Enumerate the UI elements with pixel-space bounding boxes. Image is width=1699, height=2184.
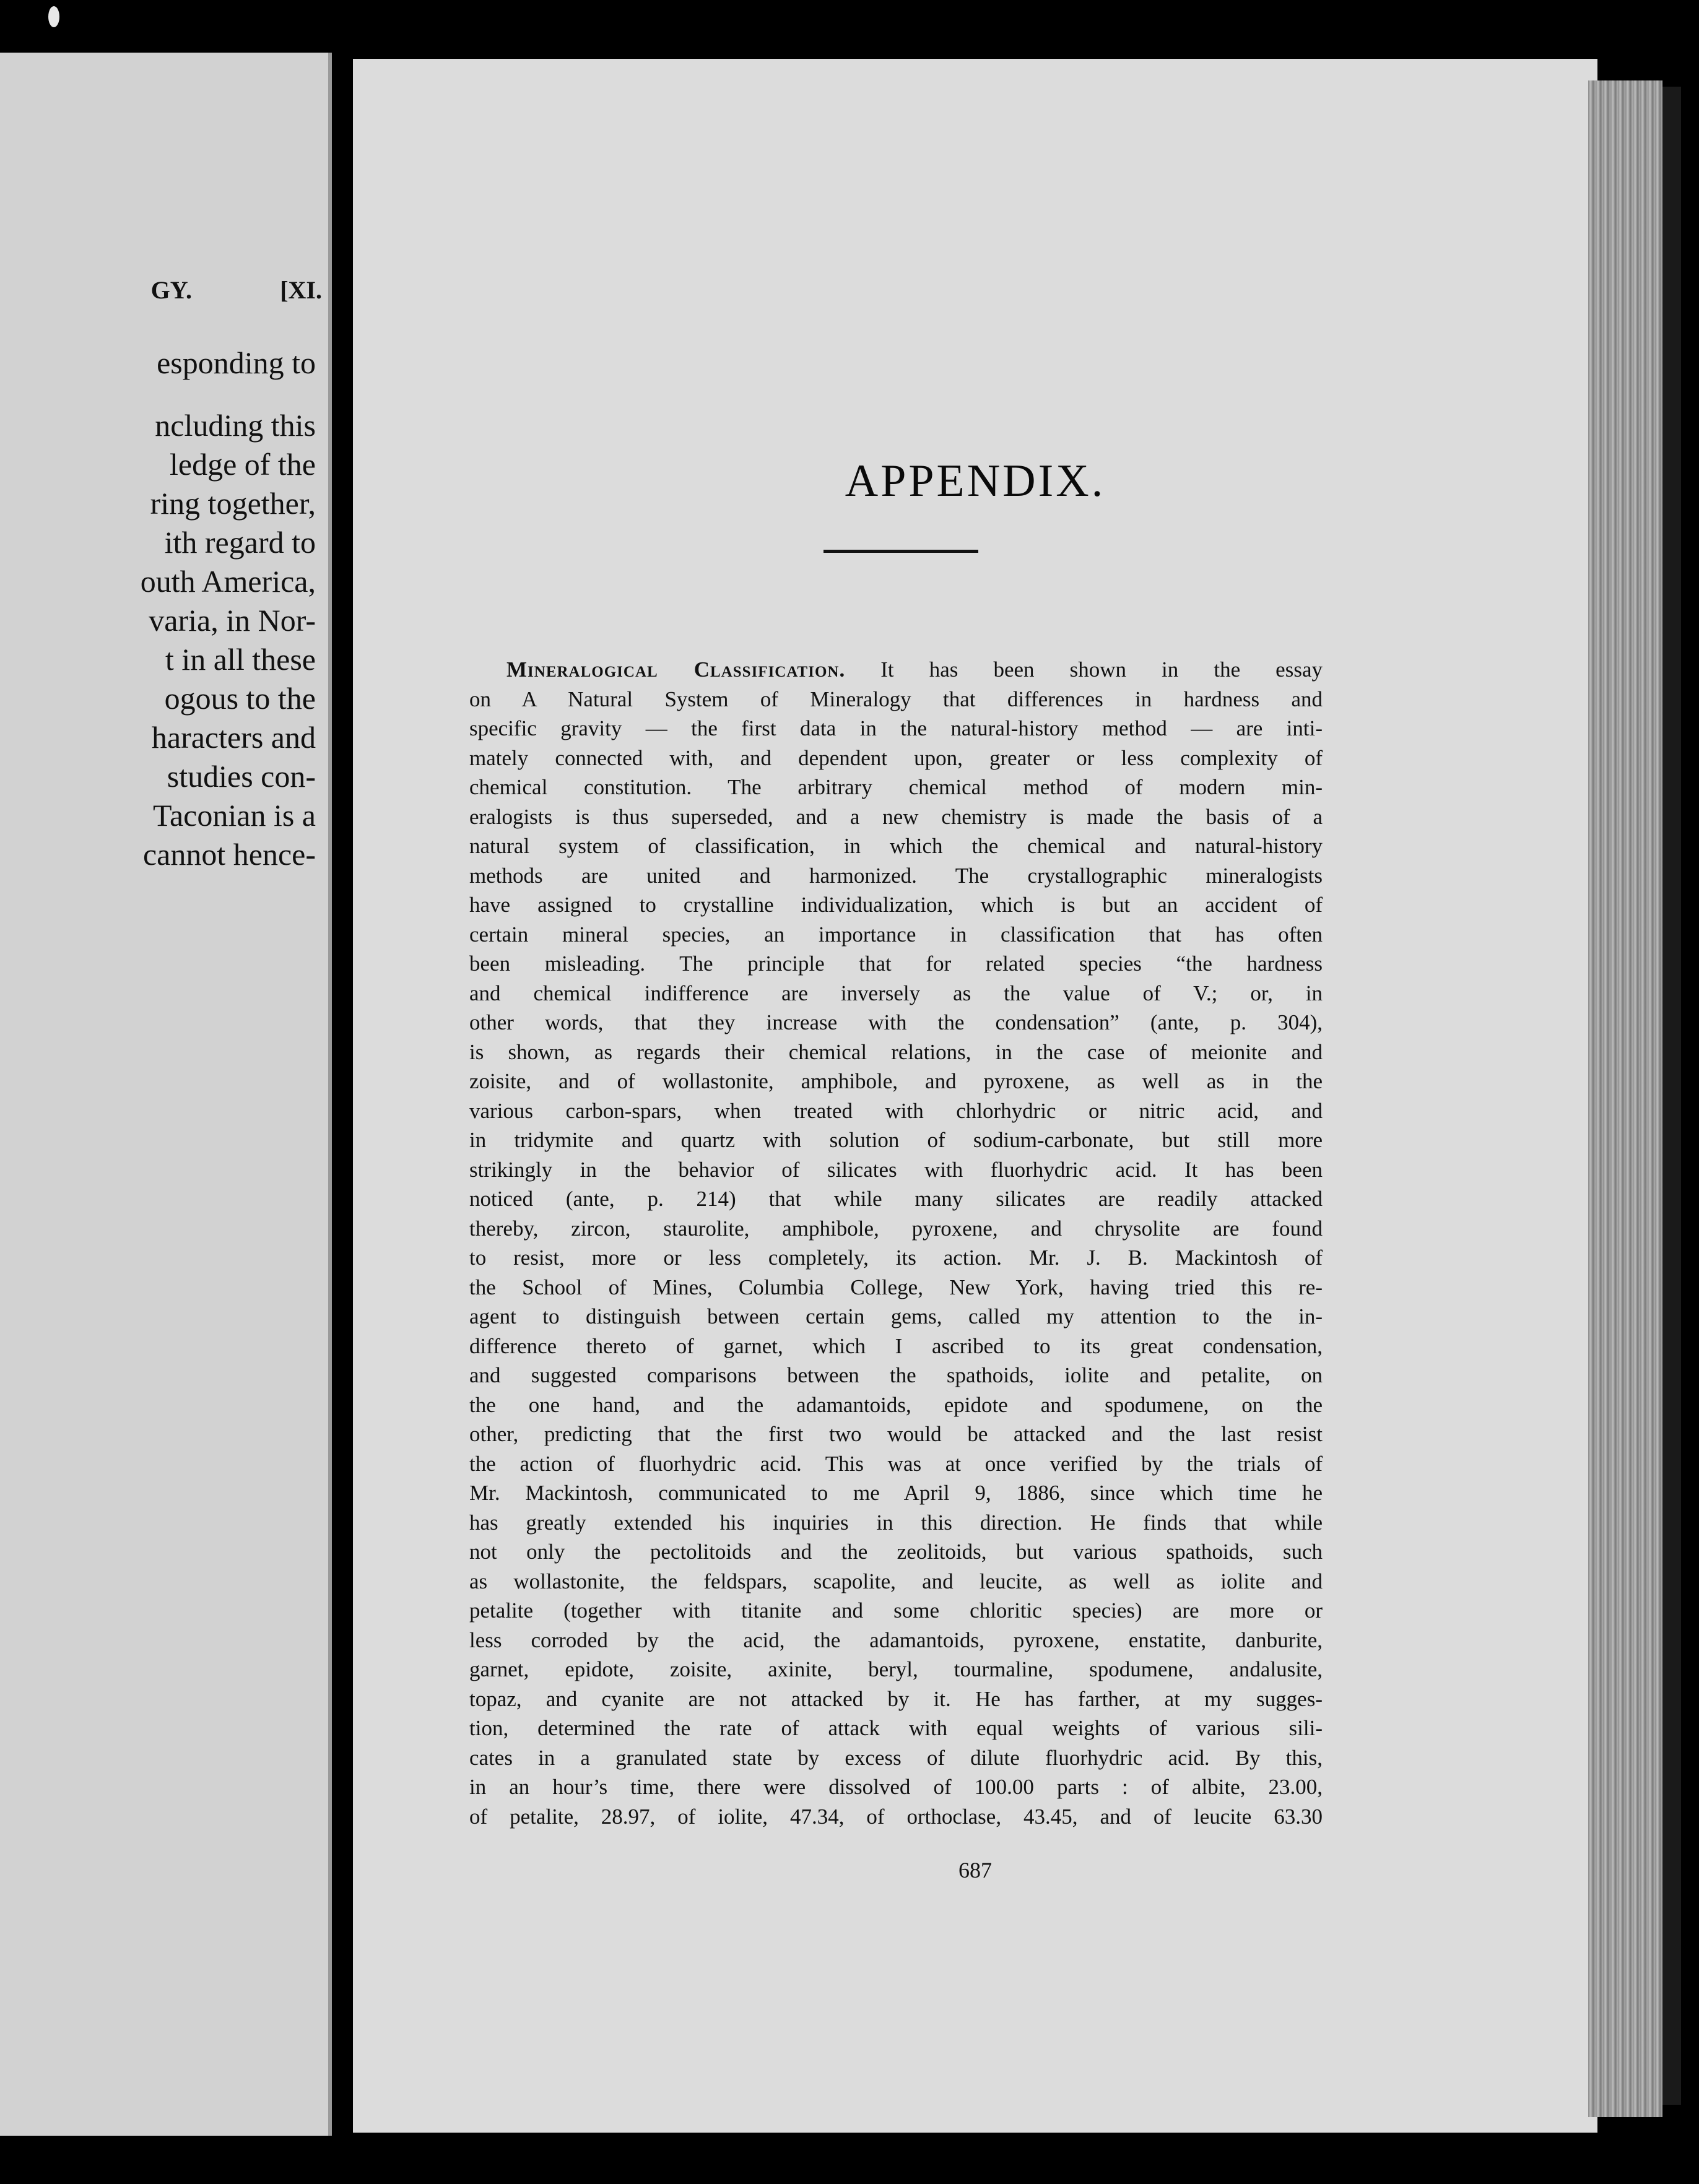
body-line: and suggested comparisons between the spathoids, iolite and petalite, on [469, 1363, 1323, 1387]
body-paragraph [469, 655, 1323, 1831]
body-line: and chemical indifference are inversely as the value of V.; or, in [469, 981, 1323, 1005]
body-line: other words, that they increase with the condensation” (ante, p. 304), [469, 1010, 1323, 1034]
body-line: to resist, more or less completely, its action. Mr. J. B. Mackintosh of [469, 1246, 1323, 1270]
left-line: cannot hence- [142, 837, 316, 872]
left-page [0, 53, 332, 2136]
left-line: ith regard to [164, 525, 316, 560]
book-cover-edge [1662, 87, 1681, 2105]
body-line: is shown, as regards their chemical relations, in the case of meionite and [469, 1039, 1323, 1064]
page-title: APPENDIX. [845, 456, 1106, 506]
body-line: Mr. Mackintosh, communicated to me April 9, 1886, since which time he [469, 1481, 1323, 1505]
body-line: the School of Mines, Columbia College, New York, having tried this re- [469, 1275, 1323, 1299]
body-line: has greatly extended his inquiries in this direction. He finds that while [469, 1510, 1323, 1535]
body-line: certain mineral species, an importance in classification that has often [469, 922, 1323, 947]
left-line: outh America, [140, 564, 316, 599]
body-line: as wollastonite, the feldspars, scapolite, and leucite, as well as iolite and [469, 1569, 1323, 1593]
left-line: ledge of the [169, 447, 316, 482]
body-line: specific gravity — the first data in the natural-history method — are inti- [469, 716, 1323, 740]
body-line: have assigned to crystalline individualization, which is but an accident of [469, 893, 1323, 917]
body-line: the action of fluorhydric acid. This was at once verified by the trials of [469, 1451, 1323, 1476]
left-line: haracters and [151, 720, 316, 755]
left-line: Taconian is a [152, 798, 316, 833]
body-line: difference thereto of garnet, which I ascribed to its great condensation, [469, 1333, 1323, 1358]
body-line: various carbon-spars, when treated with chlorhydric or nitric acid, and [469, 1098, 1323, 1123]
right-page [353, 59, 1597, 2133]
body-line: agent to distinguish between certain gems, called my attention to the in- [469, 1304, 1323, 1328]
left-line: esponding to [157, 345, 316, 380]
left-line: varia, in Nor- [149, 603, 316, 638]
left-page-text-fragments [141, 344, 316, 874]
body-line: in tridymite and quartz with solution of sodium-carbonate, but still more [469, 1128, 1323, 1152]
body-line: garnet, epidote, zoisite, axinite, beryl, tourmaline, spodumene, andalusite, [469, 1657, 1323, 1681]
body-line: chemical constitution. The arbitrary chemical method of modern min- [469, 775, 1323, 799]
title-rule [823, 550, 978, 553]
section-heading: Mineralogical Classification. [506, 657, 846, 682]
left-line: t in all these [165, 642, 316, 677]
page-edge-stack [1588, 80, 1662, 2117]
body-line: Mineralogical Classification. It has been shown in the essay [506, 657, 1323, 682]
left-header-chapter: [XI. [280, 276, 322, 304]
body-line: other, predicting that the first two would be attacked and the last resist [469, 1422, 1323, 1446]
body-line: mately connected with, and dependent upon, greater or less complexity of [469, 745, 1323, 770]
body-line: zoisite, and of wollastonite, amphibole, and pyroxene, as well as in the [469, 1069, 1323, 1093]
left-line: ncluding this [155, 408, 316, 443]
left-line: studies con- [167, 759, 316, 794]
body-line: noticed (ante, p. 214) that while many silicates are readily attacked [469, 1187, 1323, 1211]
body-line: natural system of classification, in which the chemical and natural-history [469, 834, 1323, 858]
body-line: methods are united and harmonized. The crystallographic mineralogists [469, 863, 1323, 888]
body-line: in an hour’s time, there were dissolved of 100.00 parts : of albite, 23.00, [469, 1775, 1323, 1799]
body-line: the one hand, and the adamantoids, epidote and spodumene, on the [469, 1392, 1323, 1417]
page-number: 687 [958, 1858, 992, 1883]
body-line: cates in a granulated state by excess of dilute fluorhydric acid. By this, [469, 1745, 1323, 1770]
body-line: topaz, and cyanite are not attacked by it. He has farther, at my sugges- [469, 1686, 1323, 1711]
left-line: ring together, [150, 486, 316, 521]
scan-artifact [48, 6, 59, 27]
body-line: not only the pectolitoids and the zeolitoids, but various spathoids, such [469, 1540, 1323, 1564]
body-line: of petalite, 28.97, of iolite, 47.34, of orthoclase, 43.45, and of leucite 63.30 [469, 1804, 1323, 1829]
body-line: petalite (together with titanite and some chloritic species) are more or [469, 1598, 1323, 1623]
left-header-title: GY. [150, 276, 192, 304]
body-line: less corroded by the acid, the adamantoids, pyroxene, enstatite, danburite, [469, 1627, 1323, 1652]
body-line: strikingly in the behavior of silicates with fluorhydric acid. It has been [469, 1157, 1323, 1182]
body-line: tion, determined the rate of attack with equal weights of various sili- [469, 1716, 1323, 1740]
left-line: ogous to the [164, 681, 316, 716]
body-line: eralogists is thus superseded, and a new chemistry is made the basis of a [469, 804, 1323, 829]
body-line: been misleading. The principle that for related species “the hardness [469, 951, 1323, 976]
body-line: on A Natural System of Mineralogy that differences in hardness and [469, 687, 1323, 711]
body-line: thereby, zircon, staurolite, amphibole, pyroxene, and chrysolite are found [469, 1216, 1323, 1241]
